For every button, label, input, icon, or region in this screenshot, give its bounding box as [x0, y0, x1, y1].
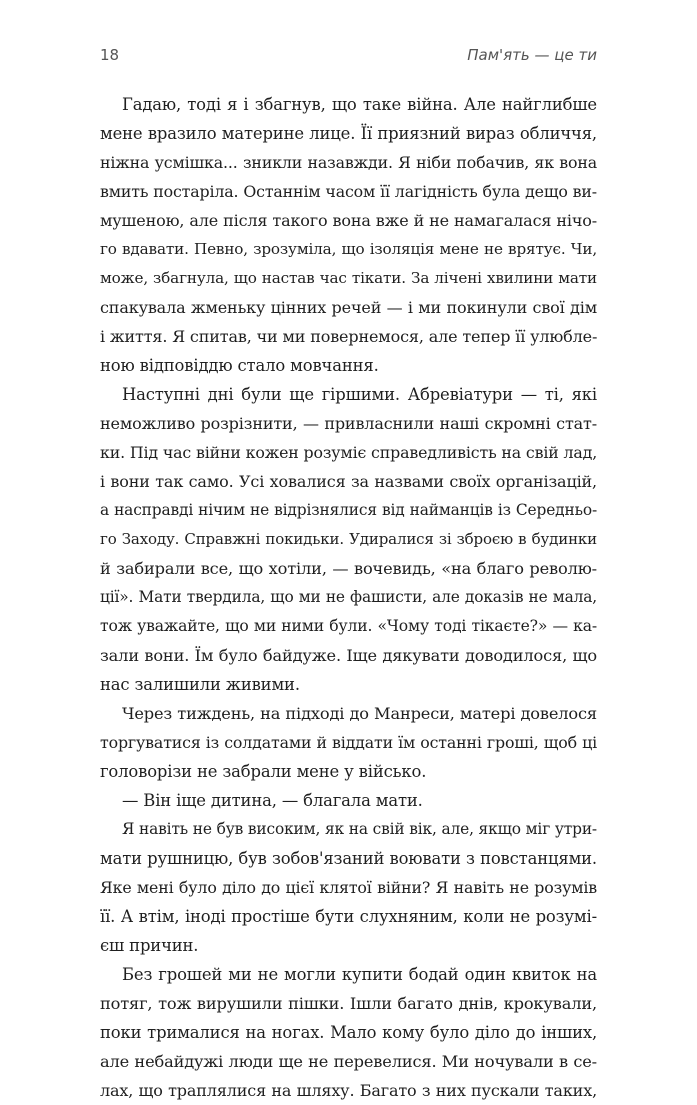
text-line: го вдавати. Певно, зрозуміла, що ізоляція мене не врятує. Чи, [100, 240, 597, 258]
text-line: неможливо розрізнити, — привласнили наші скромні стат- [100, 414, 597, 433]
text-line: її. А втім, іноді простіше бути слухняним, коли не розумі- [100, 907, 597, 926]
text-line: спакувала жменьку цінних речей — і ми покинули свої дім [100, 298, 597, 317]
text-line: єш причин. [100, 936, 199, 955]
text-line: мушеною, але після такого вона вже й не намагалася нічо- [100, 211, 597, 230]
text-line: ки. Під час війни кожен розуміє справедливість на свій лад, [100, 443, 598, 462]
text-line: торгуватися із солдатами й віддати їм останні гроші, щоб ці [100, 733, 597, 752]
text-line: тож уважайте, що ми ними були. «Чому тоді тікаєте?» — ка- [100, 617, 597, 635]
text-line: Яке мені було діло до цієї клятої війни? Я навіть не розумів [100, 878, 597, 897]
text-line: може, збагнула, що настав час тікати. За лічені хвилини мати [100, 269, 597, 287]
text-line: зали вони. Їм було байдуже. Іще дякувати доводилося, що [100, 646, 597, 665]
text-line: ції». Мати твердила, що ми не фашисти, але доказів не мала, [100, 588, 597, 606]
page-header [100, 46, 597, 70]
text-line: Через тиждень, на підході до Манреси, матері довелося [122, 704, 597, 723]
text-line: ною відповіддю стало мовчання. [100, 356, 379, 375]
text-line: го Заходу. Справжні покидьки. Удиралися зі зброєю в будинки [100, 530, 597, 548]
running-title: Пам'ять — це ти [467, 46, 597, 64]
text-line: потяг, тож вирушили пішки. Ішли багато днів, крокували, [100, 994, 597, 1013]
text-line: Без грошей ми не могли купити бодай один квиток на [122, 965, 597, 984]
text-line: й забирали все, що хотіли, — вочевидь, «на благо револю- [100, 559, 597, 578]
text-line: лах, що траплялися на шляху. Багато з них пускали таких, [100, 1081, 597, 1100]
body-text [100, 90, 597, 1105]
text-line: і вони так само. Усі ховалися за назвами своїх організацій, [100, 472, 597, 491]
text-line: вмить постаріла. Останнім часом її лагідність була дещо ви- [100, 182, 597, 201]
text-line: але небайдужі люди ще не перевелися. Ми ночували в се- [100, 1052, 597, 1071]
text-line: і життя. Я спитав, чи ми повернемося, але тепер її улюбле- [100, 327, 598, 346]
text-line: Я навіть не був високим, як на свій вік, але, якщо міг утри- [122, 820, 597, 838]
text-line: мене вразило материне лице. Її приязний вираз обличчя, [100, 124, 597, 143]
text-line: мати рушницю, був зобов'язаний воювати з повстанцями. [100, 849, 597, 868]
text-line: головорізи не забрали мене у військо. [100, 762, 427, 781]
text-line: Гадаю, тоді я і збагнув, що таке війна. Але найглибше [122, 95, 597, 114]
text-line: нас залишили живими. [100, 675, 300, 694]
text-line: поки трималися на ногах. Мало кому було діло до інших, [100, 1023, 597, 1042]
text-line: а насправді нічим не відрізнялися від найманців із Середньо- [100, 501, 597, 519]
page-number: 18 [100, 46, 120, 64]
text-line: — Він іще дитина, — благала мати. [122, 791, 423, 810]
text-line: ніжна усмішка... зникли назавжди. Я ніби побачив, як вона [100, 153, 597, 172]
text-line: Наступні дні були ще гіршими. Абревіатури — ті, які [122, 385, 597, 404]
